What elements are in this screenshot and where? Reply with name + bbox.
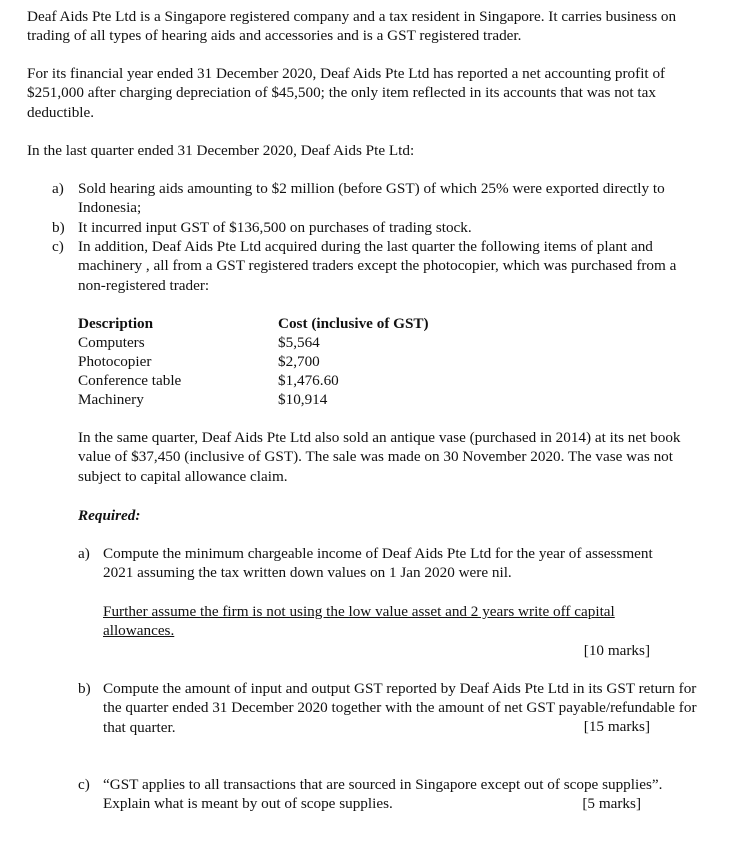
table-cell-description: Conference table — [78, 372, 182, 389]
table-cell-cost: $1,476.60 — [278, 372, 339, 389]
fact-label: a) — [52, 180, 64, 197]
vase-paragraph: In the same quarter, Deaf Aids Pte Ltd also sold an antique vase (purchased in 2014) at its net book value of $37,450 (inclusive of GST). The sale was made on 30 November 2020. The vase was not subject to capital allowance claim. — [78, 429, 681, 485]
fact-text: Sold hearing aids amounting to $2 million (before GST) of which 25% were exported directly to Indonesia; — [78, 180, 665, 217]
required-heading: Required: — [78, 507, 141, 524]
table-header-description: Description — [78, 315, 154, 332]
fact-label: c) — [52, 238, 64, 255]
table-cell-description: Computers — [78, 334, 145, 351]
question-label: b) — [78, 680, 91, 697]
question-marks: [15 marks] — [583, 718, 650, 735]
question-note: Further assume the firm is not using the low value asset and 2 years write off capital allowances. — [103, 603, 615, 640]
fact-label: b) — [52, 219, 65, 236]
table-cell-description: Photocopier — [78, 353, 152, 370]
question-marks: [10 marks] — [583, 642, 650, 659]
question-label: c) — [78, 776, 90, 793]
question-text: Compute the minimum chargeable income of Deaf Aids Pte Ltd for the year of assessment 2021 assuming the tax written down values on 1 Jan 2020 were nil. — [103, 545, 653, 582]
question-label: a) — [78, 545, 90, 562]
question-text: Compute the amount of input and output GST reported by Deaf Aids Pte Ltd in its GST return for the quarter ended 31 December 2020 together with the amount of net GST payable/refundable for that quarter. — [103, 680, 697, 736]
table-cell-cost: $5,564 — [278, 334, 320, 351]
intro-paragraph-3: In the last quarter ended 31 December 2020, Deaf Aids Pte Ltd: — [27, 142, 415, 159]
intro-paragraph-2: For its financial year ended 31 December 2020, Deaf Aids Pte Ltd has reported a net accounting profit of $251,000 after charging depreciation of $45,500; the only item reflected in its accounts that was not tax deductible. — [27, 65, 666, 121]
table-cell-description: Machinery — [78, 391, 144, 408]
table-cell-cost: $2,700 — [278, 353, 320, 370]
question-marks: [5 marks] — [582, 795, 641, 812]
fact-text: It incurred input GST of $136,500 on purchases of trading stock. — [78, 219, 472, 236]
intro-paragraph-1: Deaf Aids Pte Ltd is a Singapore registered company and a tax resident in Singapore. It carries business on trading of all types of hearing aids and accessories and is a GST registered trader. — [27, 8, 677, 45]
table-header-cost: Cost (inclusive of GST) — [278, 315, 429, 332]
table-cell-cost: $10,914 — [278, 391, 328, 408]
question-text: “GST applies to all transactions that are sourced in Singapore except out of scope supplies”. Explain what is meant by out of scope supplies. — [103, 776, 663, 813]
fact-text: In addition, Deaf Aids Pte Ltd acquired during the last quarter the following items of plant and machinery , all from a GST registered traders except the photocopier, which was purchased from a non-registered trader: — [78, 238, 677, 294]
